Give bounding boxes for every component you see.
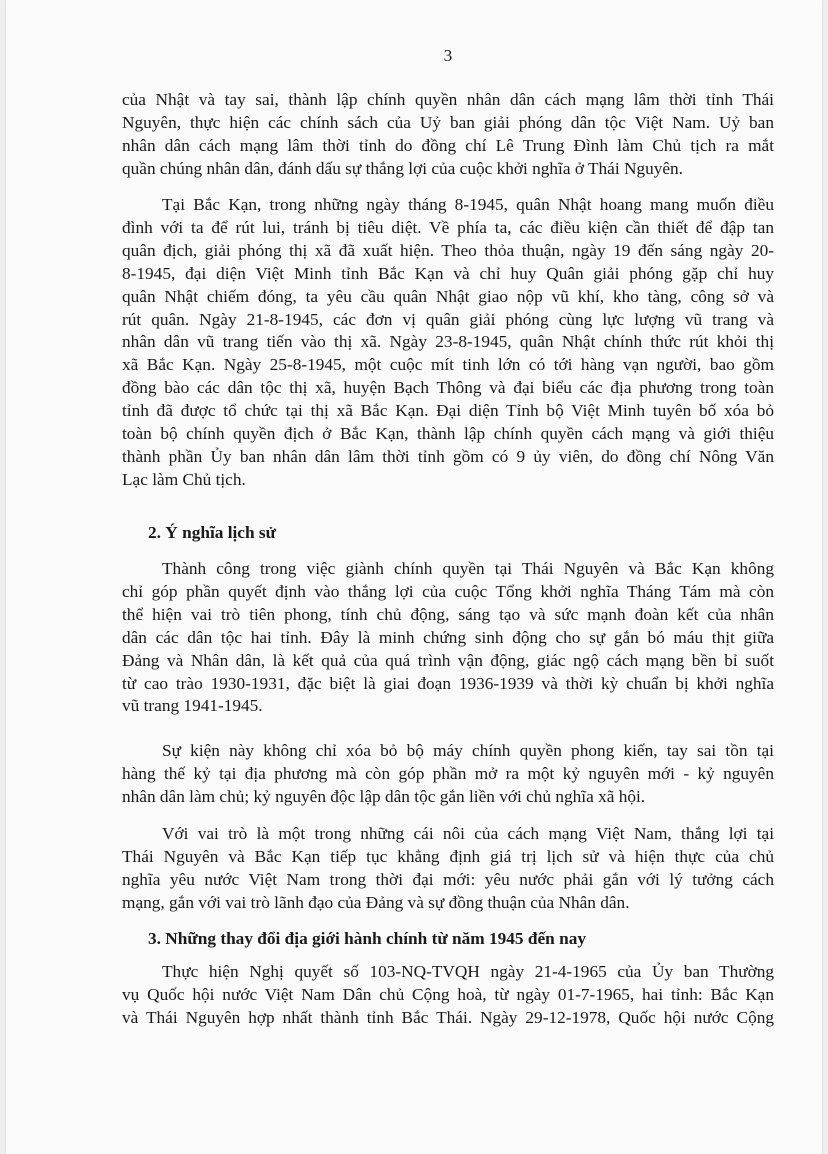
text-line: nhân dân làm chủ; kỷ nguyên độc lập dân tộc gắn liền với chủ nghĩa xã hội. (122, 786, 646, 806)
text-line: quân Nhật chiếm đóng, ta yêu cầu quân Nhật giao nộp vũ khí, kho tàng, công sở và (122, 286, 774, 306)
paragraph-new-era (122, 740, 774, 809)
text-line: xã Bắc Kạn. Ngày 25-8-1945, một cuộc mít tinh lớn có tới hàng vạn người, bao gồm (122, 355, 774, 375)
paragraph-bac-kan (122, 194, 774, 492)
section-heading-administrative-changes: 3. Những thay đổi địa giới hành chính từ năm 1945 đến nay (148, 929, 586, 948)
text-line: mạng, gắn với vai trò lãnh đạo của Đảng và sự đồng thuận của Nhân dân. (122, 892, 630, 912)
text-line: Sự kiện này không chỉ xóa bỏ bộ máy chính quyền phong kiến, tay sai tồn tại (162, 741, 774, 760)
text-line: thành phần Ủy ban nhân dân lâm thời tỉnh gồm có 9 ủy viên, do đồng chí Nông Văn (122, 446, 774, 466)
text-line: thể hiện vai trò tiên phong, tính chủ động, sáng tạo và sức mạnh đoàn kết của nhân (122, 604, 774, 624)
text-line: nghĩa yêu nước Việt Nam trong thời đại mới: yêu nước phải gắn với lý tưởng cách (122, 869, 774, 889)
text-line: đình với ta để rút lui, tránh bị tiêu diệt. Về phía ta, các điều kiện cần thiết để đập tan (122, 217, 774, 237)
text-line: Tại Bắc Kạn, trong những ngày tháng 8-1945, quân Nhật hoang mang muốn điều (162, 195, 774, 214)
text-line: và Thái Nguyên hợp nhất thành tỉnh Bắc Thái. Ngày 29-12-1978, Quốc hội nước Cộng (122, 1007, 774, 1027)
text-line: Thành công trong việc giành chính quyền tại Thái Nguyên và Bắc Kạn không (162, 559, 774, 578)
text-line: Đảng và Nhân dân, là kết quả của quá trình vận động, giác ngộ cách mạng bền bỉ suốt (122, 650, 774, 670)
text-line: nhân dân vũ trang tiến vào thị xã. Ngày 23-8-1945, quân Nhật chính thức rút khỏi thị (122, 332, 774, 352)
text-line: từ cao trào 1930-1931, đặc biệt là giai đoạn 1936-1939 và thời kỳ chuẩn bị khởi nghĩa (122, 673, 774, 693)
section-heading-historical-significance: 2. Ý nghĩa lịch sử (148, 523, 277, 542)
page-number: 3 (443, 46, 453, 65)
paragraph-thai-nguyen-continued (122, 89, 774, 181)
text-line: Thái Nguyên và Bắc Kạn tiếp tục khẳng định giá trị lịch sử và hiện thực của chủ (122, 846, 774, 866)
paragraph-patriotism (122, 823, 774, 915)
text-line: dân các dân tộc hai tỉnh. Đây là minh chứng sinh động cho sự gắn bó máu thịt giữa (122, 627, 774, 647)
text-line: của Nhật và tay sai, thành lập chính quyền nhân dân cách mạng lâm thời tỉnh Thái (122, 90, 774, 109)
paragraph-significance (122, 558, 774, 718)
text-line: nhân dân cách mạng lâm thời tỉnh do đồng chí Lê Trung Đình làm Chủ tịch ra mắt (122, 135, 774, 155)
text-line: quân địch, giải phóng thị xã đã xuất hiện. Theo thỏa thuận, ngày 19 đến sáng ngày 20- (122, 240, 774, 260)
text-line: chỉ góp phần quyết định vào thắng lợi của cuộc Tổng khởi nghĩa Tháng Tám mà còn (122, 581, 774, 601)
document-page (6, 0, 822, 1154)
paragraph-merger (122, 961, 774, 1030)
text-line: Với vai trò là một trong những cái nôi của cách mạng Việt Nam, thắng lợi tại (162, 824, 774, 843)
text-line: toàn bộ chính quyền địch ở Bắc Kạn, thành lập chính quyền cách mạng và giới thiệu (122, 424, 774, 444)
text-line: Thực hiện Nghị quyết số 103-NQ-TVQH ngày 21-4-1965 của Ủy ban Thường (162, 962, 774, 981)
text-line: vũ trang 1941-1945. (122, 696, 263, 716)
text-line: đồng bào các dân tộc thị xã, huyện Bạch Thông và đại biểu các địa phương trong toàn (122, 378, 774, 398)
text-line: Nguyên, thực hiện các chính sách của Uỷ ban giải phóng dân tộc Việt Nam. Uỷ ban (122, 112, 774, 132)
text-line: rút quân. Ngày 21-8-1945, các đơn vị quân giải phóng cùng lực lượng vũ trang và (122, 309, 774, 329)
text-line: tỉnh đã được tổ chức tại thị xã Bắc Kạn. Đại diện Tỉnh bộ Việt Minh tuyên bố xóa bỏ (122, 401, 774, 421)
text-line: vụ Quốc hội nước Việt Nam Dân chủ Cộng hoà, từ ngày 01-7-1965, hai tỉnh: Bắc Kạn (122, 984, 774, 1004)
text-line: quần chúng nhân dân, đánh dấu sự thắng lợi của cuộc khởi nghĩa ở Thái Nguyên. (122, 158, 684, 178)
text-line: 8-1945, đại diện Việt Minh tỉnh Bắc Kạn và chỉ huy Quân giải phóng gặp chỉ huy (122, 263, 774, 283)
text-line: hàng thế kỷ tại địa phương mà còn góp phần mở ra một kỷ nguyên mới - kỷ nguyên (122, 763, 774, 783)
text-line: Lạc làm Chủ tịch. (122, 469, 246, 489)
